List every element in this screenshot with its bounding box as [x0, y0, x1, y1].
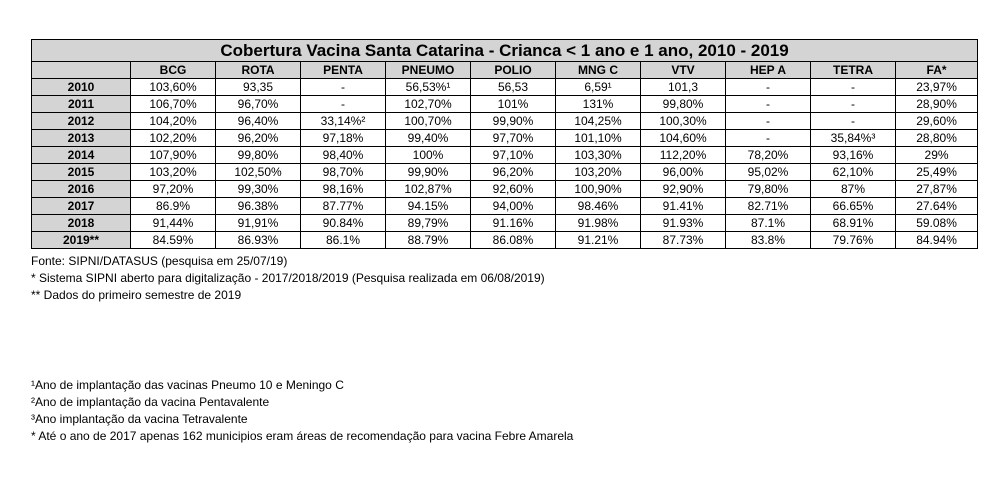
column-header: FA* [896, 62, 978, 79]
coverage-cell: 6,59¹ [556, 79, 641, 96]
coverage-cell: - [811, 96, 896, 113]
coverage-cell: 93,16% [811, 147, 896, 164]
coverage-cell: 96,70% [216, 96, 301, 113]
coverage-cell: 98,70% [301, 164, 386, 181]
coverage-cell: 84.94% [896, 232, 978, 249]
coverage-cell: 84.59% [131, 232, 216, 249]
column-header: TETRA [811, 62, 896, 79]
coverage-cell: 62,10% [811, 164, 896, 181]
coverage-cell: 91,91% [216, 215, 301, 232]
coverage-cell: 103,60% [131, 79, 216, 96]
coverage-cell: 99,90% [386, 164, 471, 181]
coverage-cell: 83.8% [726, 232, 811, 249]
coverage-cell: 86.93% [216, 232, 301, 249]
coverage-cell: 91.98% [556, 215, 641, 232]
coverage-cell: 96,20% [471, 164, 556, 181]
coverage-cell: 96,40% [216, 113, 301, 130]
table-row [32, 215, 978, 232]
coverage-cell: 68.91% [811, 215, 896, 232]
coverage-cell: 66.65% [811, 198, 896, 215]
column-header: PNEUMO [386, 62, 471, 79]
column-header: HEP A [726, 62, 811, 79]
coverage-cell: 91.16% [471, 215, 556, 232]
coverage-cell: 102,70% [386, 96, 471, 113]
coverage-cell: 104,25% [556, 113, 641, 130]
year-cell: 2011 [32, 96, 131, 113]
source-note: ** Dados do primeiro semestre de 2019 [31, 288, 242, 302]
coverage-cell: 29% [896, 147, 978, 164]
footnote: * Até o ano de 2017 apenas 162 municipios eram áreas de recomendação para vacina Febre Amarela [31, 429, 574, 443]
coverage-cell: 101,10% [556, 130, 641, 147]
table-body [32, 79, 978, 249]
coverage-cell: 91.21% [556, 232, 641, 249]
coverage-cell: 102,50% [216, 164, 301, 181]
coverage-cell: 92,60% [471, 181, 556, 198]
coverage-cell: 79,80% [726, 181, 811, 198]
column-header: VTV [641, 62, 726, 79]
footnotes [31, 377, 573, 445]
coverage-cell: 88.79% [386, 232, 471, 249]
coverage-cell: 89,79% [386, 215, 471, 232]
table-row [32, 113, 978, 130]
year-cell: 2018 [32, 215, 131, 232]
year-cell: 2015 [32, 164, 131, 181]
coverage-cell: - [301, 96, 386, 113]
year-cell: 2017 [32, 198, 131, 215]
coverage-cell: 94,00% [471, 198, 556, 215]
coverage-cell: 94.15% [386, 198, 471, 215]
table-row [32, 232, 978, 249]
coverage-cell: 82.71% [726, 198, 811, 215]
coverage-cell: 87.1% [726, 215, 811, 232]
table-title: Cobertura Vacina Santa Catarina - Crianca < 1 ano e 1 ano, 2010 - 2019 [32, 40, 978, 62]
column-header: MNG C [556, 62, 641, 79]
coverage-cell: 112,20% [641, 147, 726, 164]
year-cell: 2013 [32, 130, 131, 147]
coverage-cell: - [726, 96, 811, 113]
coverage-cell: 96,20% [216, 130, 301, 147]
coverage-cell: 27.64% [896, 198, 978, 215]
coverage-cell: - [726, 130, 811, 147]
table-row [32, 181, 978, 198]
coverage-cell: 97,20% [131, 181, 216, 198]
coverage-cell: 100,90% [556, 181, 641, 198]
coverage-cell: 56,53%¹ [386, 79, 471, 96]
footnote: ²Ano de implantação da vacina Pentavalente [31, 395, 270, 409]
coverage-cell: 97,18% [301, 130, 386, 147]
coverage-cell: 103,20% [131, 164, 216, 181]
coverage-cell: 104,60% [641, 130, 726, 147]
source-note: Fonte: SIPNI/DATASUS (pesquisa em 25/07/19) [31, 254, 288, 268]
table-row [32, 79, 978, 96]
coverage-cell: 100% [386, 147, 471, 164]
coverage-cell: - [726, 79, 811, 96]
coverage-cell: 27,87% [896, 181, 978, 198]
coverage-cell: 25,49% [896, 164, 978, 181]
coverage-cell: 28,80% [896, 130, 978, 147]
coverage-cell: 98,40% [301, 147, 386, 164]
coverage-cell: 86.08% [471, 232, 556, 249]
coverage-cell: 78,20% [726, 147, 811, 164]
source-notes [31, 253, 545, 304]
footnote: ¹Ano de implantação das vacinas Pneumo 10 e Meningo C [31, 378, 344, 392]
column-header: BCG [131, 62, 216, 79]
coverage-cell: 86.1% [301, 232, 386, 249]
coverage-cell: 107,90% [131, 147, 216, 164]
coverage-cell: 96.38% [216, 198, 301, 215]
coverage-cell: 102,20% [131, 130, 216, 147]
vaccine-coverage-table [31, 39, 978, 249]
coverage-cell: 96,00% [641, 164, 726, 181]
coverage-cell: 91.41% [641, 198, 726, 215]
column-header: PENTA [301, 62, 386, 79]
column-header-year [32, 62, 131, 79]
coverage-cell: 56,53 [471, 79, 556, 96]
coverage-cell: 99,40% [386, 130, 471, 147]
table-row [32, 164, 978, 181]
year-cell: 2016 [32, 181, 131, 198]
coverage-cell: 98,16% [301, 181, 386, 198]
coverage-cell: 90.84% [301, 215, 386, 232]
table-row [32, 147, 978, 164]
coverage-cell: 29,60% [896, 113, 978, 130]
year-cell: 2012 [32, 113, 131, 130]
coverage-cell: 95,02% [726, 164, 811, 181]
coverage-cell: 93,35 [216, 79, 301, 96]
coverage-cell: 91.93% [641, 215, 726, 232]
coverage-cell: 101,3 [641, 79, 726, 96]
coverage-cell: 91,44% [131, 215, 216, 232]
table-row [32, 130, 978, 147]
coverage-cell: 131% [556, 96, 641, 113]
source-note: * Sistema SIPNI aberto para digitalização - 2017/2018/2019 (Pesquisa realizada em 06/08/2019) [31, 271, 545, 285]
table-row [32, 96, 978, 113]
coverage-cell: - [726, 113, 811, 130]
coverage-cell: 97,10% [471, 147, 556, 164]
coverage-cell: 100,70% [386, 113, 471, 130]
coverage-cell: 100,30% [641, 113, 726, 130]
coverage-cell: 99,80% [216, 147, 301, 164]
table-row [32, 198, 978, 215]
coverage-cell: 99,80% [641, 96, 726, 113]
coverage-cell: 59.08% [896, 215, 978, 232]
year-cell: 2019** [32, 232, 131, 249]
column-header: ROTA [216, 62, 301, 79]
coverage-cell: 79.76% [811, 232, 896, 249]
coverage-table-container [31, 39, 957, 249]
coverage-cell: 28,90% [896, 96, 978, 113]
coverage-cell: 87.77% [301, 198, 386, 215]
coverage-cell: - [301, 79, 386, 96]
footnote: ³Ano implantação da vacina Tetravalente [31, 412, 248, 426]
coverage-cell: 87.73% [641, 232, 726, 249]
year-cell: 2014 [32, 147, 131, 164]
coverage-cell: 102,87% [386, 181, 471, 198]
coverage-cell: 99,90% [471, 113, 556, 130]
coverage-cell: 98.46% [556, 198, 641, 215]
coverage-cell: 92,90% [641, 181, 726, 198]
coverage-cell: 99,30% [216, 181, 301, 198]
coverage-cell: - [811, 113, 896, 130]
year-cell: 2010 [32, 79, 131, 96]
coverage-cell: 104,20% [131, 113, 216, 130]
column-header-row [32, 62, 978, 79]
coverage-cell: - [811, 79, 896, 96]
coverage-cell: 103,20% [556, 164, 641, 181]
coverage-cell: 23,97% [896, 79, 978, 96]
coverage-cell: 106,70% [131, 96, 216, 113]
coverage-cell: 35,84%³ [811, 130, 896, 147]
coverage-cell: 97,70% [471, 130, 556, 147]
column-header: POLIO [471, 62, 556, 79]
coverage-cell: 33,14%² [301, 113, 386, 130]
coverage-cell: 86.9% [131, 198, 216, 215]
coverage-cell: 101% [471, 96, 556, 113]
coverage-cell: 87% [811, 181, 896, 198]
coverage-cell: 103,30% [556, 147, 641, 164]
